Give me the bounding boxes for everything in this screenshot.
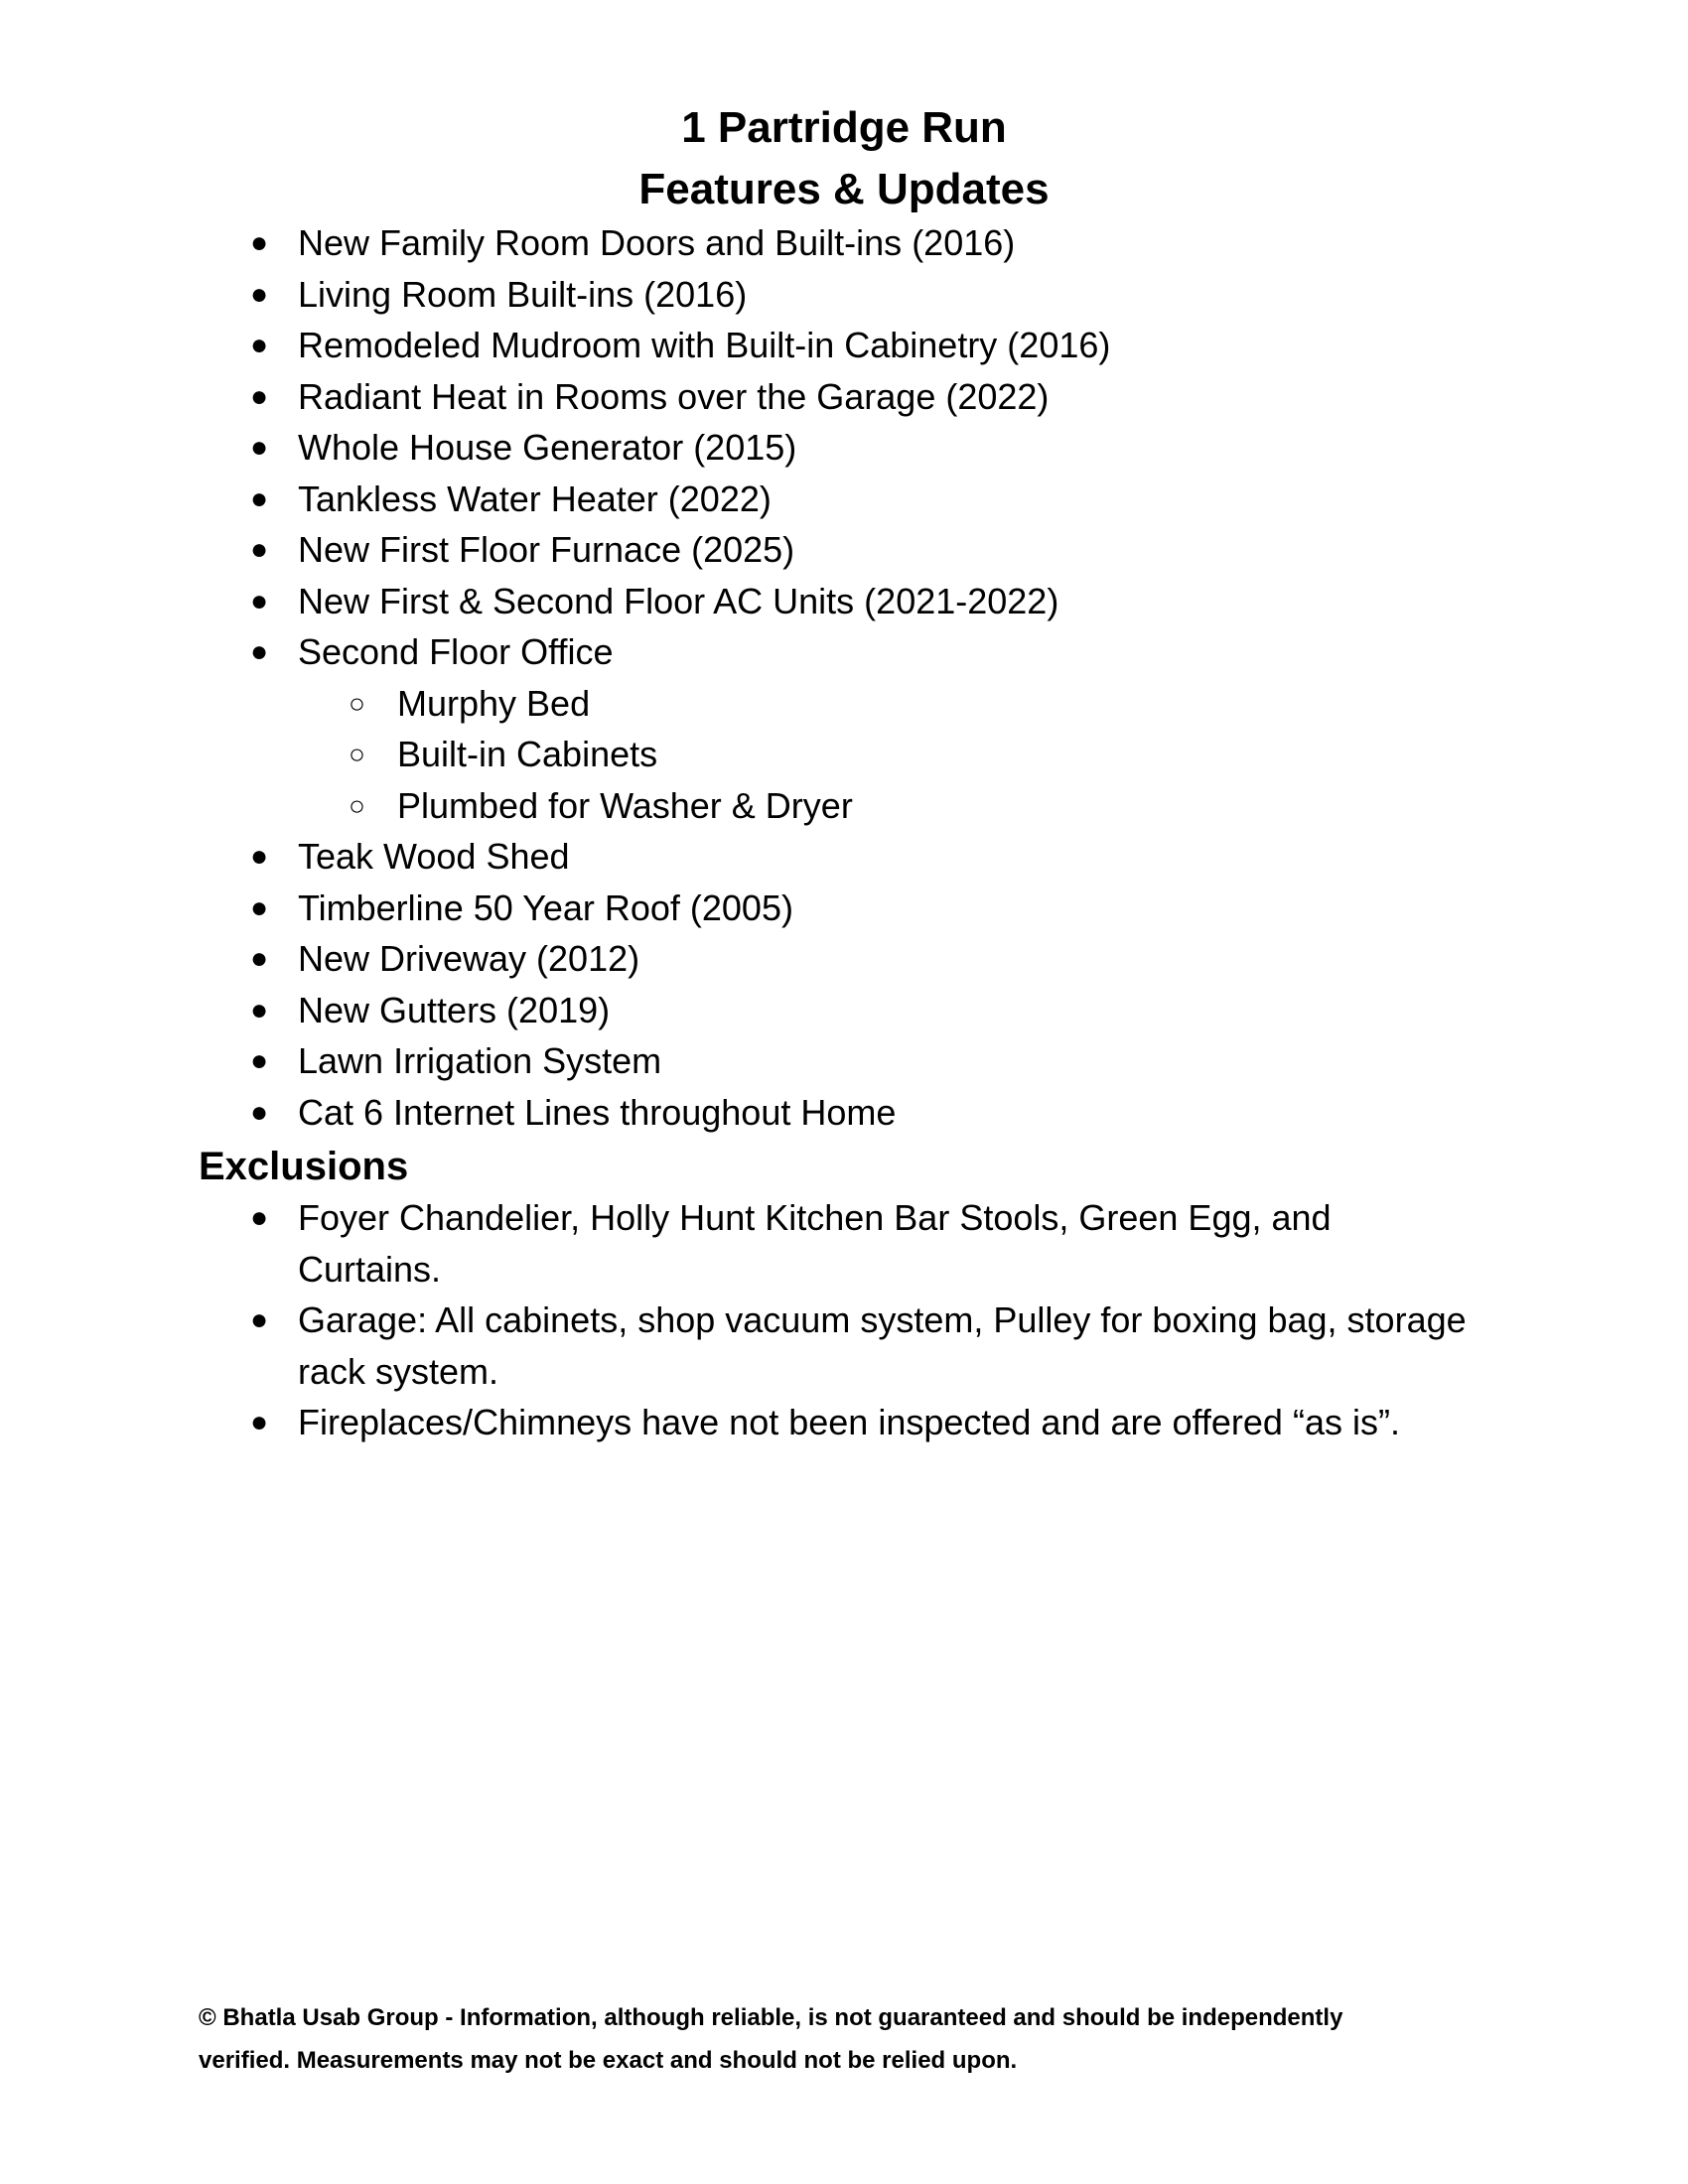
feature-text: Lawn Irrigation System: [298, 1040, 662, 1081]
feature-item: [0, 933, 1470, 985]
features-list: [0, 217, 1470, 1138]
feature-item: [0, 269, 1470, 321]
bullet-icon: ●: [250, 1044, 269, 1077]
bullet-icon: ●: [250, 226, 269, 259]
feature-text: Tankless Water Heater (2022): [298, 478, 772, 519]
feature-text: Cat 6 Internet Lines throughout Home: [298, 1091, 897, 1133]
feature-item: [0, 474, 1470, 525]
bullet-icon: ●: [250, 993, 269, 1026]
disclaimer-line: © Bhatla Usab Group - Information, although reliable, is not guaranteed and should be independently: [199, 2004, 1343, 2031]
feature-item: [0, 831, 1470, 883]
bullet-icon: ●: [250, 329, 269, 361]
feature-text: New Family Room Doors and Built-ins (2016): [298, 222, 1016, 263]
feature-item: [0, 524, 1470, 576]
property-address-title: 1 Partridge Run: [681, 103, 1007, 152]
feature-item: [0, 320, 1470, 371]
bullet-icon: ●: [250, 1303, 269, 1336]
hollow-bullet-icon: ○: [349, 789, 365, 821]
exclusion-item: [0, 1397, 1470, 1448]
feature-item: [0, 1035, 1470, 1087]
feature-item: [0, 883, 1470, 934]
bullet-icon: ●: [250, 890, 269, 924]
feature-text: New Gutters (2019): [298, 989, 611, 1030]
sub-item-text: Built-in Cabinets: [397, 734, 658, 774]
bullet-icon: ●: [250, 1406, 269, 1438]
exclusion-item: [0, 1192, 1470, 1295]
disclaimer-footer: [199, 1996, 1489, 2082]
feature-item: [0, 576, 1470, 627]
office-sub-item: [0, 678, 1470, 730]
exclusion-text: Garage: All cabinets, shop vacuum system, Pulley for boxing bag, storage rack system.: [298, 1299, 1467, 1392]
feature-text: New Driveway (2012): [298, 938, 640, 979]
office-sub-item: [0, 729, 1470, 780]
feature-text: Timberline 50 Year Roof (2005): [298, 887, 793, 928]
sub-item-text: Plumbed for Washer & Dryer: [397, 784, 853, 826]
feature-text: Remodeled Mudroom with Built-in Cabinetry (2016): [298, 325, 1111, 365]
bullet-icon: ●: [250, 1095, 269, 1129]
exclusions-heading: Exclusions: [199, 1145, 409, 1188]
feature-item: [0, 985, 1470, 1036]
exclusions-list: [0, 1192, 1470, 1448]
exclusion-text: Fireplaces/Chimneys have not been inspected and are offered “as is”.: [298, 1402, 1400, 1442]
feature-text: Second Floor Office: [298, 631, 614, 672]
bullet-icon: ●: [250, 533, 269, 566]
exclusion-text: Foyer Chandelier, Holly Hunt Kitchen Bar Stools, Green Egg, and Curtains.: [298, 1197, 1332, 1290]
sub-item-text: Murphy Bed: [397, 682, 591, 724]
bullet-icon: ●: [250, 584, 269, 617]
office-sub-item: [0, 780, 1470, 832]
hollow-bullet-icon: ○: [349, 687, 365, 719]
feature-text: New First & Second Floor AC Units (2021-2022): [298, 580, 1059, 621]
bullet-icon: ●: [250, 1201, 269, 1234]
disclaimer-line: verified. Measurements may not be exact and should not be relied upon.: [199, 2047, 1018, 2074]
bullet-icon: ●: [250, 942, 269, 975]
bullet-icon: ●: [250, 635, 269, 668]
feature-text: Whole House Generator (2015): [298, 427, 797, 468]
feature-text: Living Room Built-ins (2016): [298, 273, 748, 315]
exclusion-item: [0, 1295, 1470, 1397]
bullet-icon: ●: [250, 431, 269, 464]
bullet-icon: ●: [250, 481, 269, 515]
feature-item-office: [0, 626, 1470, 678]
feature-text: Teak Wood Shed: [298, 836, 570, 877]
feature-text: Radiant Heat in Rooms over the Garage (2022): [298, 375, 1050, 417]
feature-item: [0, 1087, 1470, 1139]
hollow-bullet-icon: ○: [349, 739, 365, 769]
feature-item: [0, 217, 1470, 269]
feature-item: [0, 371, 1470, 423]
bullet-icon: ●: [250, 379, 269, 413]
bullet-icon: ●: [250, 277, 269, 311]
features-updates-title: Features & Updates: [638, 165, 1050, 213]
document-title: [0, 97, 1688, 220]
bullet-icon: ●: [250, 840, 269, 873]
feature-item: [0, 422, 1470, 474]
feature-text: New First Floor Furnace (2025): [298, 529, 795, 570]
